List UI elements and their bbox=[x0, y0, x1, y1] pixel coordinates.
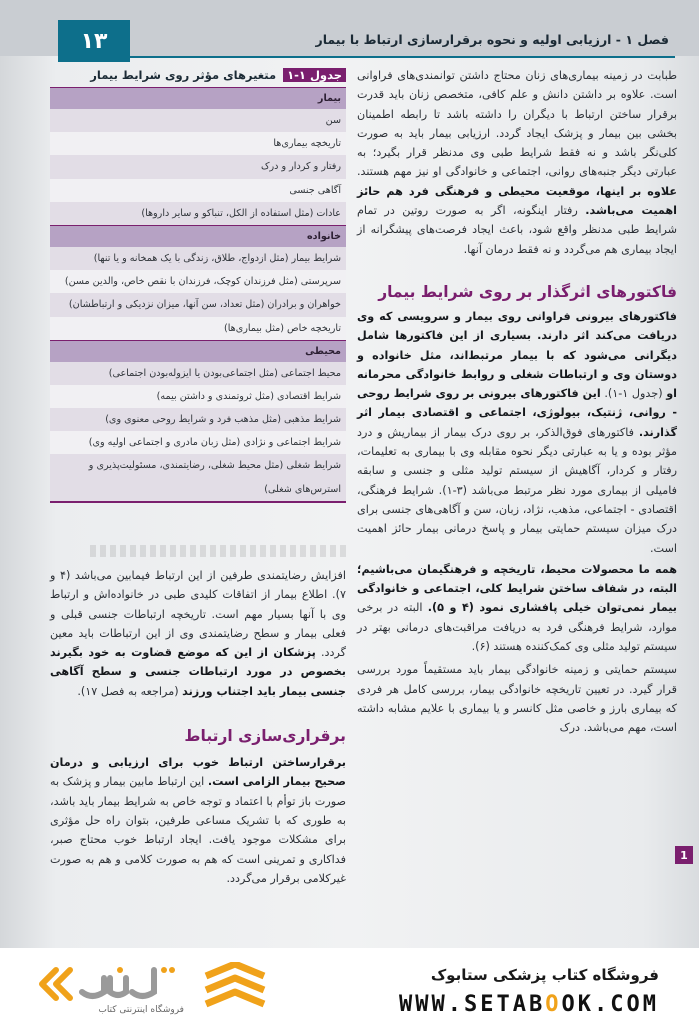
page-number: ۱۳ bbox=[58, 20, 130, 62]
margin-marker: 1 bbox=[675, 846, 693, 864]
shop-url: WWW.SETABOOK.COM bbox=[399, 992, 659, 1017]
setabook-logo-icon bbox=[34, 958, 194, 1016]
paragraph: سیستم حمایتی و زمینه خانوادگی بیمار باید مستقیماً مورد بررسی قرار گیرد. در تعیین تاریخچه خانوادگی بیمار، بررسی کامل هر فردی که بیماری بارز و خاصی مثل کانسر و یا بیماری با علایم مشابه داشته است، مهم می‌باشد. درک bbox=[357, 663, 677, 735]
paragraph: فاکتورهای بیرونی فراوانی روی بیمار و سرویسی که وی دریافت می‌کند اثر دارند. بسیاری از این فاکتورها شامل دیگرانی می‌شود که با بیمار مرتبط‌اند، مثل خانواده و دوستان وی و ارتباطات شغلی و روابط خانوادگی محرمانه او (جدول ۱-۱). این فاکتورهای بیرونی بر روی شرایط روحی - روانی، ژنتیک، بیولوژی، اجتماعی و اقتصادی بیمار اثر گذارند. فاکتورهای فوق‌الذکر، بر روی درک بیمار از بیماریش و درد مؤثر بوده و یا به عبارتی دیگر نحوه مقابله وی با بیماری به تعلیمات، رفتار و کردار، آگاهیش از سیستم تولید مثلی و جنسی و سابقه فامیلی از بیماری مورد نظر مرتبط می‌باشد (۳-۱). شرایط فرهنگی، اقتصادی - اجتماعی، مذهب، نژاد، زبان، سن و آگاهی‌های جنسی برای درک میزان سیستم حمایتی بیمار و پاسخ درمانی بیمار حائز اهمیت است. bbox=[357, 309, 677, 555]
table-row: تاریخچه بیماری‌ها bbox=[50, 132, 346, 155]
shop-name: فروشگاه کتاب پزشکی ستابوک bbox=[430, 966, 659, 984]
paragraph: طبابت در زمینه بیماری‌های زنان محتاج داشتن توانمندی‌های فراوانی است. علاوه بر داشتن دانش و علم کافی، متخصص زنان باید قدرت برقرار ساختن ارتباط با دیگران را داشته باشد تا رابطه اطمینان بخشی بین بیمار و پزشک ایجاد گردد. ارزیابی بیمار باید به صورت کلی‌نگر باشد و نه فقط شرایط طبی وی مدنظر قرار بگیرد؛ به عبارتی دیگر جنبه‌های روانی، اجتماعی و خانوادگی او نیز مهم هستند. علاوه بر اینها، موقعیت محیطی و فرهنگی فرد هم حائز اهمیت می‌باشد. رفتار اینگونه، اگر به صورت روتین در تمام شرایط طبی مدنظر واقع شود، باعث ایجاد فرصت‌های پیشگرانه از ایجاد بیماری هم می‌گردد و نه فقط درمان آنها. bbox=[357, 69, 678, 256]
left-column bbox=[50, 566, 346, 888]
table-row: رفتار و کردار و درک bbox=[50, 155, 346, 178]
table-row: محیط اجتماعی (مثل اجتماعی‌بودن یا ایزوله‌بودن اجتماعی) bbox=[50, 362, 346, 385]
table-title: متغیرهای مؤثر روی شرایط بیمار bbox=[90, 68, 277, 82]
right-column bbox=[357, 66, 677, 738]
section-heading-rapport: برقراری‌سازی ارتباط bbox=[184, 727, 346, 746]
chapter-title: فصل ۱ - ارزیابی اولیه و نحوه برقرارسازی ارتباط با بیمار bbox=[315, 32, 669, 47]
table-section-environment: محیطی bbox=[50, 340, 346, 362]
table-row: استرس‌های شغلی) bbox=[50, 478, 346, 501]
table-row: شرایط شغلی (مثل محیط شغلی، رضایتمندی، مسئولیت‌پذیری و bbox=[50, 454, 346, 477]
table-row: عادات (مثل استفاده از الکل، تنباکو و سایر داروها) bbox=[50, 202, 346, 225]
section-heading-factors: فاکتورهای اثرگذار بر روی شرایط بیمار bbox=[378, 282, 677, 301]
table-section-family: خانواده bbox=[50, 225, 346, 247]
table-row: شرایط اجتماعی و نژادی (مثل زبان مادری و اجتماعی اولیه وی) bbox=[50, 431, 346, 454]
table-1-1 bbox=[50, 68, 346, 503]
paragraph: برقرارساختن ارتباط خوب برای ارزیابی و درمان صحیح بیمار الزامی است. این ارتباط مابین بیمار و پزشک به صورت باز توأم با اعتماد و توجه خاص به شرایط بیمار باید باشد، به طوری که با تشریک مساعی طرفین، بتوان راه حل مؤثری برای مشکلات موجود یافت. ایجاد ارتباط خوب محتاج صبر، فداکاری و تمرینی است که هم به صورت کلامی و هم به صورت غیرکلامی برقرار می‌گردد. bbox=[50, 756, 346, 885]
paragraph: افزایش رضایتمندی طرفین از این ارتباط فیمابین می‌باشد (۴ و ۷). اطلاع بیمار از اتفاقات کلیدی طبی در خانواده‌اش و ارتباط وی با آنها بسیار مهم است. تاریخچه ارتباطات جنسی قبلی و فعلی بیمار و سطح رضایتمندی وی از این ارتباطات باید معین گردد. پزشکان از این که موضع قضاوت به خود بگیرند بخصوص در مورد ارتباطات جنسی و سطح آگاهی جنسی بیمار باید اجتناب ورزند (مراجعه به فصل ۱۷). bbox=[50, 569, 346, 698]
table-row: تاریخچه خاص (مثل بیماری‌ها) bbox=[50, 317, 346, 340]
header-rule bbox=[58, 56, 675, 58]
bleed-through-text bbox=[90, 545, 346, 557]
table-row: شرایط بیمار (مثل ازدواج، طلاق، زندگی با یک همخانه و یا تنها) bbox=[50, 247, 346, 270]
table-row: خواهران و برادران (مثل تعداد، سن آنها، میزان نزدیکی و ارتباطشان) bbox=[50, 293, 346, 316]
book-stack-icon bbox=[200, 962, 270, 1014]
logo-subtitle: فروشگاه اینترنتی کتاب bbox=[98, 1005, 184, 1015]
table-row: سن bbox=[50, 109, 346, 132]
table-bottom-rule bbox=[50, 501, 346, 503]
table-row: شرایط مذهبی (مثل مذهب فرد و شرایط روحی معنوی وی) bbox=[50, 408, 346, 431]
table-section-patient: بیمار bbox=[50, 87, 346, 109]
paragraph: همه ما محصولات محیط، تاریخچه و فرهنگیمان می‌باشیم؛ البته، در شفاف ساختن شرایط کلی، اجتماعی و خانوادگی بیمار نمی‌توان خیلی پافشاری نمود (۴ و ۵). البته در برخی موارد، شرایط فرهنگی فرد به دریافت مراقبت‌های درمانی بهتر در سیستم تولید مثلی وی کمک‌کننده هستند (۶). bbox=[357, 562, 678, 654]
table-caption bbox=[50, 68, 346, 87]
table-row: سرپرستی (مثل فرزندان کوچک، فرزندان با نقص خاص، والدین مسن) bbox=[50, 270, 346, 293]
table-row: شرایط اقتصادی (مثل ثروتمندی و داشتن بیمه) bbox=[50, 385, 346, 408]
table-row: آگاهی جنسی bbox=[50, 179, 346, 202]
table-label: جدول ۱-۱ bbox=[283, 68, 346, 82]
